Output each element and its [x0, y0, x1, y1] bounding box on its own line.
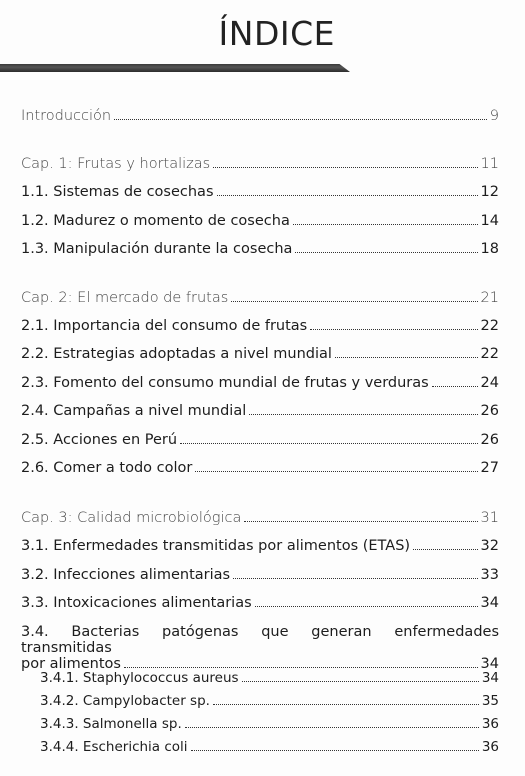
dot-leader	[213, 167, 477, 168]
toc-entry-page: 32	[480, 538, 499, 554]
toc-entry-label-cont: por alimentos	[21, 656, 121, 672]
toc-chapter-entry	[21, 290, 499, 306]
toc-entry-label: 3.4.3. Salmonella sp.	[40, 716, 182, 732]
toc-entry-label: 2.5. Acciones en Perú	[21, 432, 178, 448]
dot-leader	[217, 195, 478, 196]
toc-entry-label: 3.3. Intoxicaciones alimentarias	[21, 595, 252, 611]
dot-leader	[413, 549, 477, 550]
toc-entry-label: 3.2. Infecciones alimentarias	[21, 567, 231, 583]
toc-entry-page: 34	[480, 595, 499, 611]
toc-entry-label: Introducción	[21, 108, 112, 124]
toc-chapter-entry	[21, 510, 499, 526]
toc-entry-page: 18	[480, 241, 499, 257]
toc-entry-page: 35	[481, 693, 499, 709]
dot-leader	[185, 727, 479, 728]
toc-entry	[21, 213, 499, 229]
toc-entry-label: 1.1. Sistemas de cosechas	[21, 184, 214, 200]
toc-entry-label: Cap. 3: Calidad microbiológica	[21, 510, 242, 526]
toc-entry	[21, 346, 499, 362]
toc-entry-label: Cap. 2: El mercado de frutas	[21, 290, 229, 306]
toc-entry-label: 3.4.2. Campylobacter sp.	[40, 693, 210, 709]
dot-leader	[242, 681, 479, 682]
toc-entry-label: 2.6. Comer a todo color	[21, 460, 193, 476]
toc-entry	[40, 739, 499, 755]
toc-entry-label: 2.1. Importancia del consumo de frutas	[21, 318, 308, 334]
toc-entry-page: 9	[489, 108, 499, 124]
toc-entry-page: 22	[480, 318, 499, 334]
dot-leader	[180, 443, 477, 444]
toc-entry	[21, 432, 499, 448]
toc-entry-page: 36	[481, 739, 499, 755]
toc-entry-label: 3.4.4. Escherichia coli	[40, 739, 188, 755]
toc-chapter-entry	[21, 108, 499, 124]
toc-entry-label: 2.3. Fomento del consumo mundial de frutas y verduras	[21, 375, 429, 391]
page-title: ÍNDICE	[218, 14, 335, 53]
toc-entry	[21, 241, 499, 257]
toc-entry-page: 31	[480, 510, 499, 526]
dot-leader	[233, 578, 477, 579]
dot-leader	[213, 704, 479, 705]
toc-entry-label: Cap. 1: Frutas y hortalizas	[21, 156, 211, 172]
toc-entry	[21, 567, 499, 583]
toc-entry-page: 33	[480, 567, 499, 583]
toc-entry	[21, 403, 499, 419]
dot-leader	[310, 329, 477, 330]
toc-entry-page: 12	[480, 184, 499, 200]
toc-entry-label: 1.2. Madurez o momento de cosecha	[21, 213, 290, 229]
toc-entry-label: 2.2. Estrategias adoptadas a nivel mundial	[21, 346, 332, 362]
toc-entry	[21, 538, 499, 554]
dot-leader	[114, 119, 487, 120]
dot-leader	[255, 606, 478, 607]
dot-leader	[244, 521, 477, 522]
dot-leader	[231, 301, 477, 302]
toc-entry	[21, 595, 499, 611]
toc-entry	[40, 716, 499, 732]
toc-entry	[21, 184, 499, 200]
toc-entry	[21, 375, 499, 391]
dot-leader	[335, 357, 478, 358]
toc-entry-label: 2.4. Campañas a nivel mundial	[21, 403, 247, 419]
toc-entry	[21, 318, 499, 334]
toc-entry-label: 1.3. Manipulación durante la cosecha	[21, 241, 293, 257]
toc-entry-page: 11	[480, 156, 499, 172]
toc-entry-label: 3.1. Enfermedades transmitidas por alimentos (ETAS)	[21, 538, 411, 554]
toc-entry-page: 22	[480, 346, 499, 362]
toc-entry-page: 27	[480, 460, 499, 476]
dot-leader	[124, 667, 478, 668]
dot-leader	[191, 750, 479, 751]
dot-leader	[293, 224, 478, 225]
toc-entry-page: 26	[480, 432, 499, 448]
toc-entry-page: 24	[480, 375, 499, 391]
toc-entry-page: 36	[481, 716, 499, 732]
dot-leader	[249, 414, 477, 415]
toc-entry	[40, 670, 499, 686]
toc-chapter-entry	[21, 156, 499, 172]
toc-entry-page: 34	[481, 670, 499, 686]
dot-leader	[432, 386, 478, 387]
toc-entry	[21, 460, 499, 476]
toc-entry-label: 3.4. Bacterias patógenas que generan enfermedades transmitidas	[21, 624, 499, 656]
toc-entry-page: 34	[480, 656, 499, 672]
toc-entry-page: 26	[480, 403, 499, 419]
toc-entry	[40, 693, 499, 709]
toc-entry	[21, 624, 499, 672]
toc-entry-page: 14	[480, 213, 499, 229]
toc-entry-page: 21	[480, 290, 499, 306]
toc-entry-label: 3.4.1. Staphylococcus aureus	[40, 670, 239, 686]
dot-leader	[195, 471, 477, 472]
dot-leader	[295, 252, 477, 253]
